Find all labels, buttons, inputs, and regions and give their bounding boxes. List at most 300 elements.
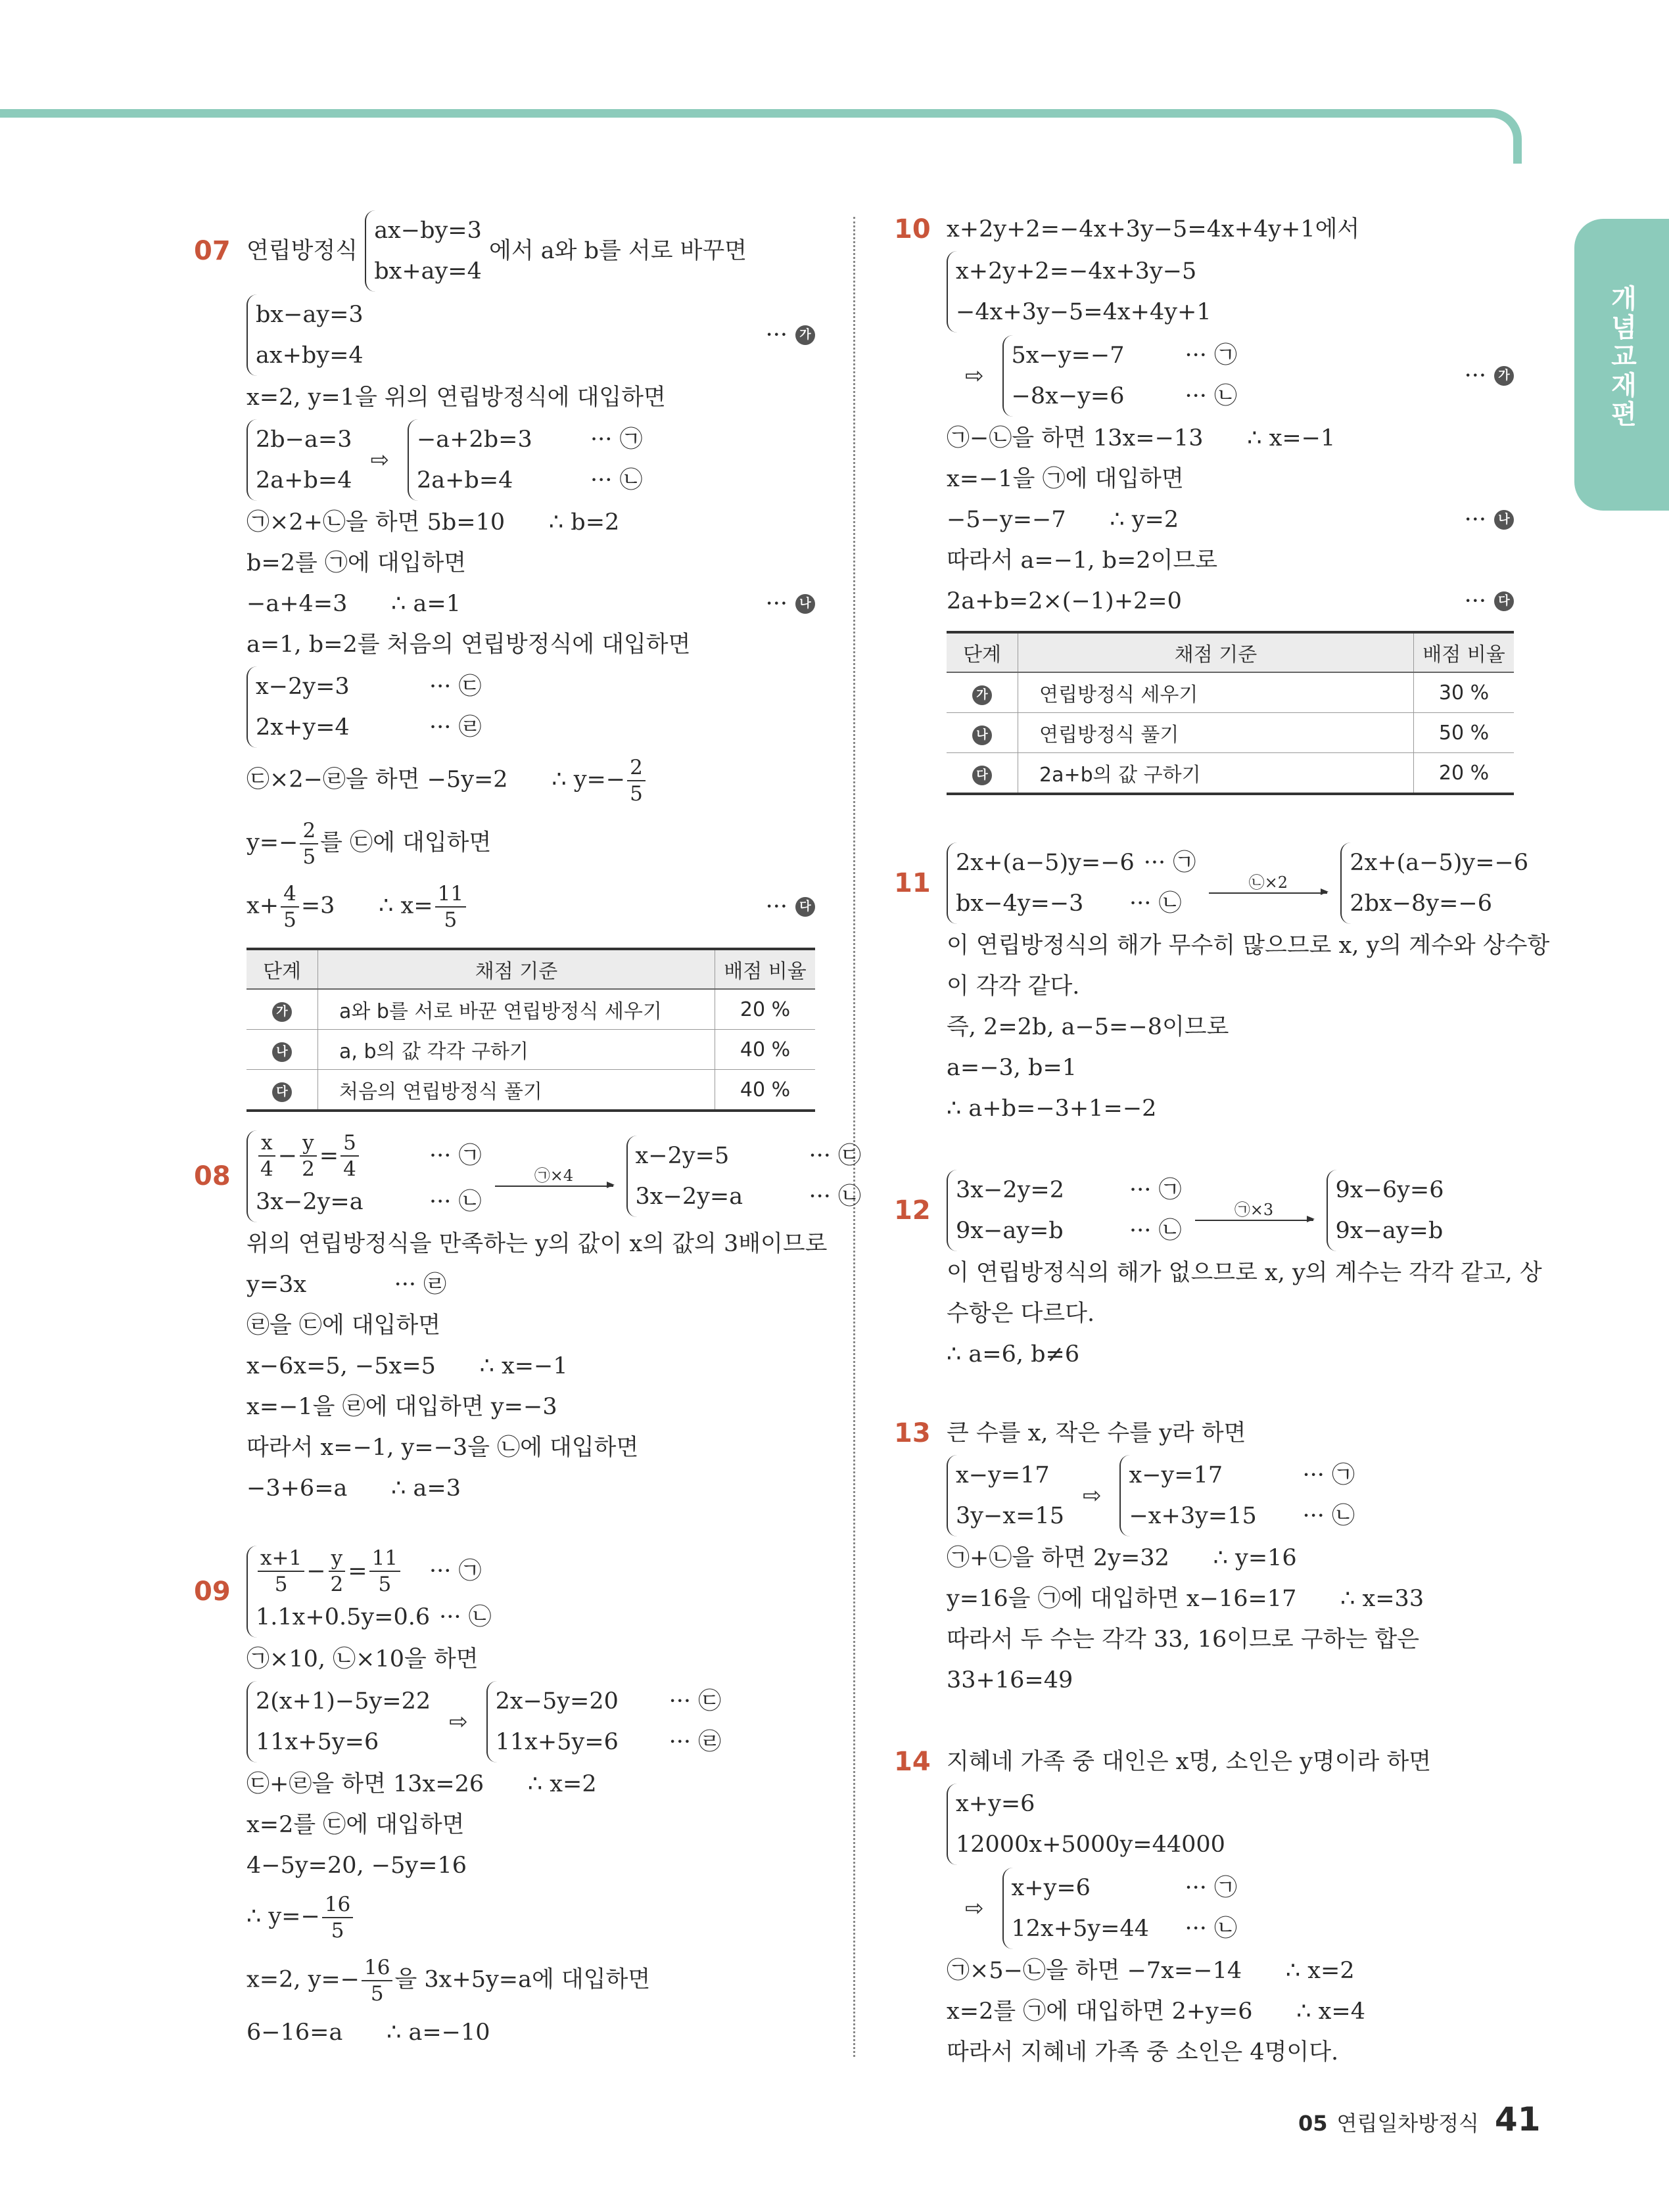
table-cell [715,1030,816,1070]
denominator: 4 [260,1157,273,1181]
equation-marker: ··· ㉡ [1185,1916,1238,1942]
cell-text: 40 % [740,1078,791,1101]
solution-line [947,1293,1514,1334]
equation-system [947,1784,1225,1865]
cell-text: 50 % [1438,721,1490,745]
table-cell [318,1030,715,1070]
equation-row [256,1681,431,1722]
expression [417,419,581,460]
table-header: 채점 기준 [1018,632,1414,672]
fraction [281,881,299,933]
solution-line [247,1845,815,1886]
expression [247,2012,490,2053]
expression [247,624,690,665]
expression [247,1387,557,1427]
solution-line [247,2012,815,2053]
section-tab [1574,219,1669,511]
expression [956,1496,1064,1536]
solution-line [247,749,815,812]
denominator: 4 [343,1157,356,1181]
expression [247,1427,638,1468]
step-badge: 가 [795,325,815,345]
expression-text: 2a+b=4 [416,467,513,494]
equation-marker: ··· ㉡ [439,1604,492,1630]
expression-text: 2b−a=3 [256,426,352,453]
solution-line [247,1346,815,1387]
problem-number: 12 [894,1195,931,1226]
expression-text: x+2y+2=−4x+3y−5=4x+4y+1에서 [947,216,1360,242]
equation-row [256,1722,431,1763]
equation-system [947,1455,1064,1536]
expression-text: ㉠+㉡을 하면 2y=32 ∴ y=16 [947,1545,1297,1571]
solution-line [247,502,815,543]
section-tab-label: 개념교재편 [1607,285,1637,429]
step-badge: 나 [272,1042,292,1062]
step-tag [766,887,815,927]
expression-text: 6−16=a ∴ a=−10 [247,2019,490,2046]
step-tag [1465,581,1514,622]
expression [247,755,647,806]
equation-marker: ··· ㉡ [1129,890,1182,917]
denominator: 5 [274,1573,288,1596]
equation-row [374,251,482,292]
numerator: 2 [300,818,318,844]
expression-text: 이 연립방정식의 해가 무수히 많으므로 x, y의 계수와 상수항 [947,933,1550,959]
expression [956,1455,1050,1496]
fraction [258,1546,304,1597]
numerator: 11 [369,1546,400,1572]
equation-row [956,883,1196,924]
expression-text: x+2y+2=−4x+3y−5 [956,258,1197,285]
equation-system [626,1136,862,1217]
denominator: 5 [630,782,643,806]
expression [247,1805,464,1845]
table-cell [715,989,816,1030]
transform-arrow [495,1166,613,1187]
solution-line [247,1224,828,1264]
denominator: 5 [302,845,316,869]
transform-label: ㉠×3 [1234,1201,1274,1219]
expression-text: = [348,1558,367,1584]
expression-text: ㉢+㉣을 하면 13x=26 ∴ x=2 [247,1771,597,1797]
solution-line [947,1253,1542,1293]
equation-row [956,1824,1225,1865]
step-badge: 가 [272,1002,292,1022]
expression [947,499,1179,540]
expression-text: y=3x ··· ㉣ [247,1272,447,1298]
expression-text: ㉠−㉡을 하면 13x=−13 ∴ x=−1 [947,425,1336,451]
cell-text: a와 b를 서로 바꾼 연립방정식 세우기 [339,1000,662,1023]
cell-text: 처음의 연립방정식 풀기 [339,1080,542,1103]
ellipsis: ··· [765,894,787,920]
expression-text: 2x−5y=20 [495,1688,619,1715]
equation-marker: ··· ㉡ [429,1189,482,1215]
expression-text: x−2y=5 [635,1143,730,1169]
expression-text: bx−4y=−3 [956,890,1084,917]
step-tag [766,315,815,356]
expression-text: bx+ay=4 [374,258,482,285]
solution-line [894,1413,1514,1454]
expression [956,842,1135,883]
expression [947,209,1359,250]
table-cell [318,989,715,1030]
equation-row [1350,842,1528,883]
table-cell [1414,672,1515,713]
expression [947,1619,1419,1660]
solution-line [947,2032,1514,2073]
expression [947,1007,1229,1048]
expression-text: −3+6=a ∴ a=3 [247,1475,461,1502]
problem-13 [894,1413,1514,1701]
page-number: 41 [1494,2100,1541,2138]
equation-marker: ··· ㉠ [1143,850,1196,876]
expression-text: 11x+5y=6 [256,1729,379,1755]
table-row [247,1030,815,1070]
expression [1129,1496,1293,1536]
solution-line [247,1949,815,2012]
solution-line [194,1544,815,1639]
equation-marker: ··· ㉢ [809,1143,862,1169]
fraction [627,755,646,806]
numerator: 16 [322,1892,353,1918]
equation-row [256,335,364,376]
expression-text: y=− [247,829,298,856]
equation-system [247,294,364,376]
equation-marker: ··· ㉠ [429,1143,482,1169]
solution-line [247,377,815,418]
denominator: 2 [302,1157,315,1181]
expression [374,210,482,251]
expression [947,925,1549,966]
solution-line [947,334,1514,418]
expression-text: 연립방정식 [247,238,365,264]
expression-text: −x+3y=15 [1129,1503,1257,1529]
step-badge: 다 [972,766,992,785]
expression [1350,842,1528,883]
expression-text: 11x+5y=6 [495,1729,619,1755]
step-badge: 나 [795,594,815,614]
step-badge: 다 [272,1082,292,1102]
denominator: 5 [444,908,458,932]
expression-text: x−y=17 [956,1462,1050,1488]
equation-system [1119,1455,1355,1536]
cell-text: 30 % [1438,681,1490,704]
solution-line [947,1950,1514,1991]
equation-system [1327,1170,1444,1251]
cell-text: 연립방정식 풀기 [1039,724,1179,747]
solution-line [947,499,1514,540]
expression-text: x−2y=3 [256,674,350,700]
table-row [247,1070,815,1111]
expression-text: x+y=6 [956,1791,1035,1817]
expression [247,1892,355,1943]
expression-text: −a+4=3 ∴ a=1 [247,591,461,617]
equation-marker: ··· ㉢ [429,674,482,700]
equation-marker: ··· ㉢ [669,1688,722,1715]
expression [947,1991,1365,2032]
solution-line [947,250,1514,334]
solution-line [247,293,815,377]
expression-text: 3x−2y=2 [956,1177,1064,1203]
cell-text: 20 % [1438,761,1490,785]
expression [482,231,747,271]
scoring-table [247,948,815,1112]
equation-marker: ··· ㉠ [1302,1462,1355,1488]
equation-system [947,251,1211,333]
expression-text: 4−5y=20, −5y=16 [247,1853,467,1879]
solution-line [894,1741,1514,1782]
denominator: 5 [283,908,296,932]
expression [247,584,461,624]
expression [947,1950,1355,1991]
equation-row [496,1681,722,1722]
expression [636,1136,800,1176]
expression [947,1741,1431,1782]
fraction [258,1130,276,1182]
expression [947,2032,1338,2073]
problem-10 [894,209,1514,802]
expression [947,1578,1424,1619]
solution-line [247,875,815,938]
fraction [328,1546,346,1597]
expression [1012,1908,1176,1949]
expression [947,1334,1079,1375]
chapter-number: 05 [1298,2111,1328,2136]
equation-marker: ··· ㉠ [1185,342,1238,369]
expression-text: 따라서 지혜네 가족 중 소인은 4명이다. [947,2039,1339,2065]
equation-row [256,460,352,501]
equation-row [956,251,1211,292]
expression [947,1048,1077,1088]
solution-line [194,209,815,293]
problem-07 [194,209,815,1118]
step-badge: 다 [795,897,815,917]
expression-text: 큰 수를 x, 작은 수를 y라 하면 [947,1420,1246,1446]
equation-system [247,1546,492,1638]
equation-row [1012,1868,1238,1908]
solution-line [947,1866,1514,1950]
solution-line [947,1991,1514,2032]
problem-09 [194,1544,815,2053]
equation-marker: ··· ㉠ [1129,1177,1182,1203]
equation-system [947,842,1196,924]
equation-row [1129,1496,1355,1536]
expression [256,1546,420,1597]
solution-line [947,418,1514,459]
expression-text: ㉢×2−㉣을 하면 −5y=2 ∴ y=− [247,766,626,793]
expression-text: ㉣을 ㉢에 대입하면 [247,1312,441,1339]
expression [247,818,491,869]
solution-line [947,1454,1514,1538]
equation-marker: ··· ㉡ [809,1184,862,1210]
equation-system [1002,1868,1238,1949]
problem-number: 14 [894,1747,931,1777]
expression-text: 1.1x+0.5y=0.6 [256,1604,431,1630]
arrow-line [1209,892,1327,894]
equation-system [247,1681,431,1763]
equation-system [947,1170,1182,1251]
table-row [247,989,815,1030]
equation-row [256,294,364,335]
expression-text: 9x−ay=b [1335,1218,1444,1244]
table-header: 배점 비율 [715,949,816,989]
solution-line [247,543,815,584]
denominator: 5 [378,1573,392,1596]
solution-line [247,1427,815,1468]
equation-system [408,419,643,501]
table-cell [947,753,1018,795]
expression-text: 이 각각 같다. [947,973,1080,1000]
equation-row [256,1597,492,1638]
expression [247,1224,827,1264]
expression-text: =3 ∴ x= [300,892,433,919]
implies-arrow-icon: ⇨ [370,447,389,473]
expression-text: ax−by=3 [374,218,482,244]
equation-row [1012,335,1238,376]
expression-text: 수항은 다르다. [947,1301,1095,1327]
solution-line [947,966,1514,1007]
expression [947,581,1182,622]
cell-text: 연립방정식 세우기 [1039,683,1198,706]
ellipsis: ··· [1464,363,1486,389]
expression [956,1170,1120,1210]
expression [256,294,364,335]
table-cell [1018,753,1414,795]
equation-system [247,419,352,501]
expression-text: x=2를 ㉢에 대입하면 [247,1812,465,1838]
denominator: 2 [330,1573,344,1596]
equation-row [417,419,643,460]
equation-row [1336,1210,1444,1251]
expression-text: 2a+b=4 [256,467,352,494]
table-cell [1414,753,1515,795]
table-row [947,713,1514,753]
numerator: x+1 [258,1546,304,1572]
expression-text: x=2, y=1을 위의 연립방정식에 대입하면 [247,384,666,411]
step-tag [1465,499,1514,540]
equation-row [417,460,643,501]
equation-row [1350,883,1528,924]
table-cell [247,1070,318,1111]
arrow-line [495,1186,613,1187]
cell-text: 40 % [740,1038,791,1061]
expression-text: x−6x=5, −5x=5 ∴ x=−1 [247,1353,568,1379]
implies-arrow-icon: ⇨ [1082,1483,1102,1509]
equation-marker: ··· ㉠ [590,426,643,453]
equation-row [256,707,482,748]
equation-row [956,842,1196,883]
expression [256,1597,430,1638]
expression [247,231,365,271]
numerator: 2 [627,755,646,781]
numerator: 11 [435,881,466,908]
solution-line [247,1387,815,1427]
solution-line [947,581,1514,622]
step-badge: 나 [1494,510,1514,530]
expression [247,377,666,418]
equation-system [1340,842,1528,924]
ellipsis: ··· [765,591,787,617]
expression-text: ㉠×2+㉡을 하면 5b=10 ∴ b=2 [247,509,620,536]
expression-text: 2x+(a−5)y=−6 [956,850,1135,876]
expression-text: 12x+5y=44 [1011,1916,1150,1942]
solution-line [947,1538,1514,1578]
equation-row [1336,1170,1444,1210]
numerator: 16 [362,1955,392,1981]
problem-number: 08 [194,1161,231,1191]
equation-system [365,210,482,292]
problem-08 [194,1129,862,1509]
equation-row [956,1784,1225,1824]
table-header: 단계 [247,949,318,989]
expression [947,1413,1246,1454]
numerator: y [329,1546,346,1572]
solution-line [247,1680,815,1764]
solution-line [947,925,1550,966]
expression [947,1660,1073,1701]
step-tag [766,584,815,624]
expression-text: 3x−2y=a [256,1189,364,1215]
equation-row [1012,376,1238,417]
expression-text: ∴ a+b=−3+1=−2 [947,1095,1157,1122]
expression [256,707,420,748]
transform-arrow [1209,873,1327,894]
expression [956,292,1211,333]
problem-14 [894,1741,1514,2073]
equation-row [256,666,482,707]
expression [417,460,581,501]
expression-text: x=−1을 ㉣에 대입하면 y=−3 [247,1394,557,1420]
expression-text: x+y=6 [1011,1875,1091,1901]
solution-line [247,665,815,749]
equation-marker: ··· ㉠ [1185,1875,1238,1901]
expression-text: 12000x+5000y=44000 [956,1832,1225,1858]
numerator: y [300,1130,317,1157]
expression [956,883,1120,924]
equation-row [956,292,1211,333]
fraction [322,1892,353,1943]
equation-row [1012,1908,1238,1949]
solution-line [247,418,815,502]
expression [247,1346,568,1387]
expression [956,1210,1120,1251]
expression [256,460,352,501]
solution-line [947,1334,1514,1375]
expression [1012,376,1176,417]
expression [247,1305,440,1346]
table-cell [1414,713,1515,753]
expression-text: ㉠×10, ㉡×10을 하면 [247,1646,479,1672]
equation-row [956,1170,1182,1210]
expression-text: x−y=17 [1129,1462,1223,1488]
expression-text: − [277,1143,298,1169]
fraction [300,818,318,869]
expression [247,1955,650,2006]
solution-line [947,1660,1514,1701]
denominator: 5 [370,1982,384,2006]
arrow-line [1195,1220,1313,1221]
ellipsis: ··· [1464,588,1486,614]
problem-number: 09 [194,1577,231,1607]
expression [947,418,1335,459]
expression [1336,1170,1444,1210]
solution-line [247,584,815,624]
transform-arrow [1195,1200,1313,1221]
expression [256,335,364,376]
expression [956,1784,1035,1824]
problem-number: 07 [194,236,231,266]
implies-arrow-icon: ⇨ [449,1709,468,1735]
